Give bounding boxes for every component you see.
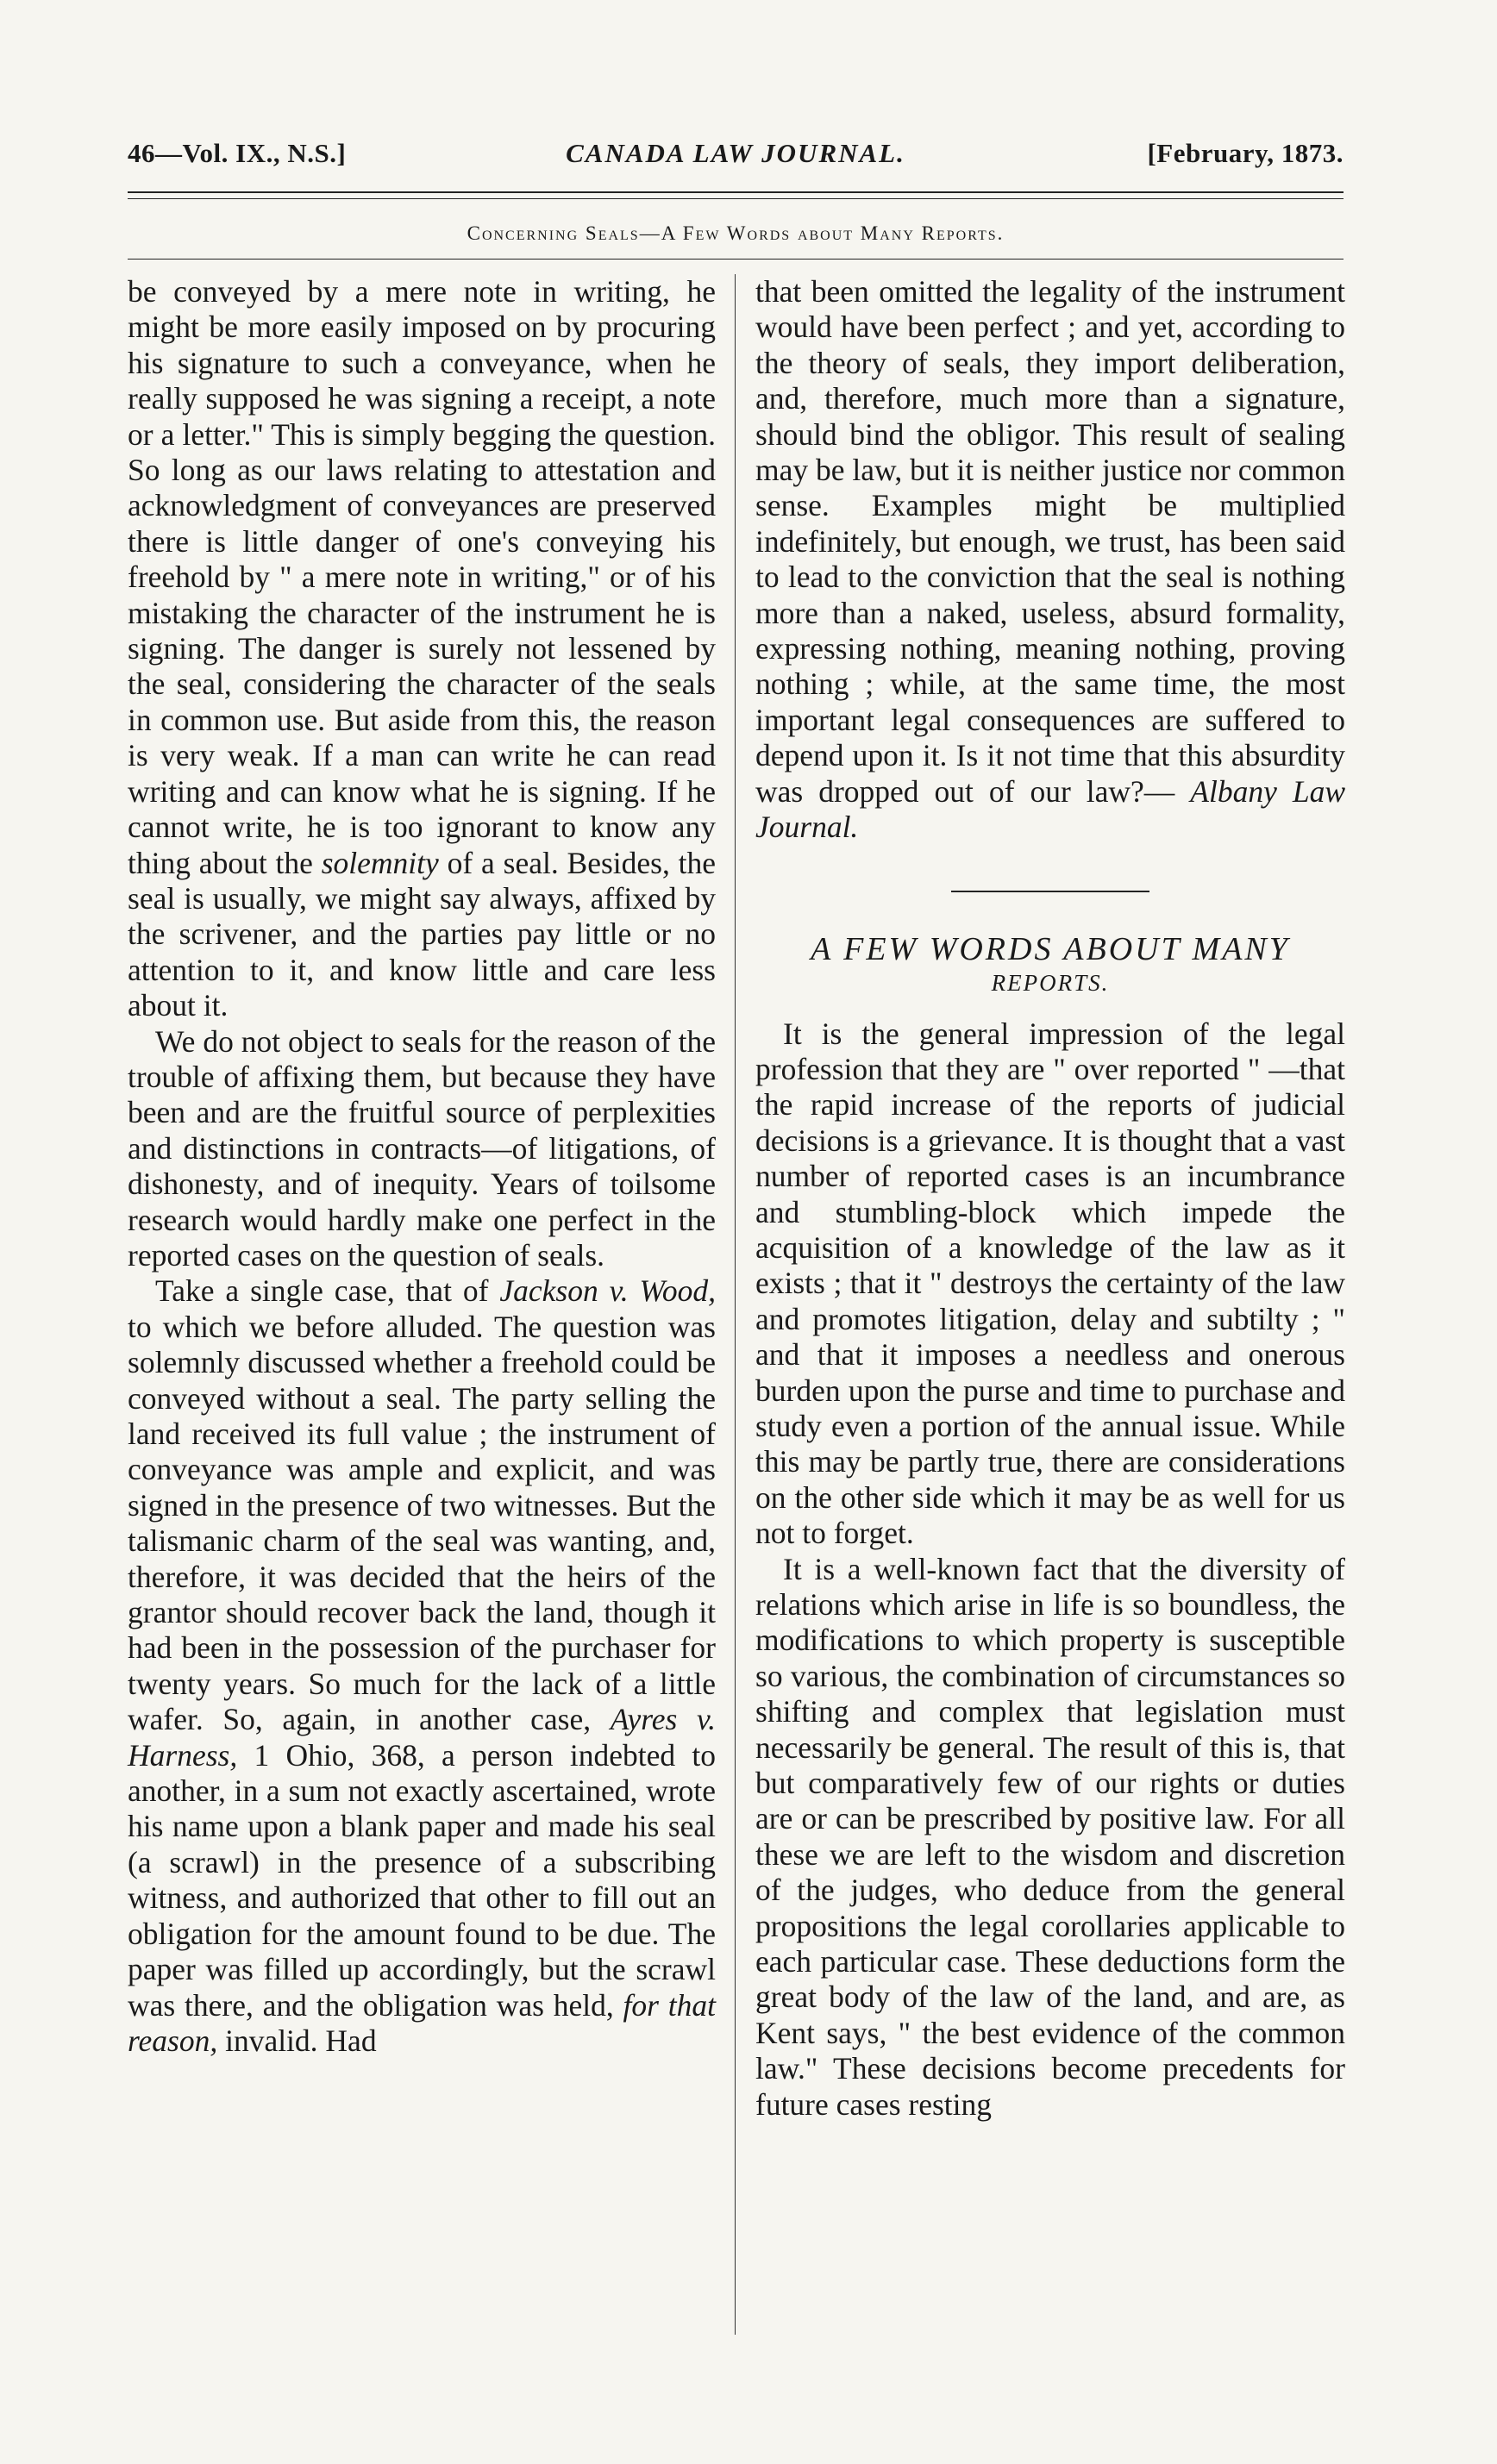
article-title: A FEW WORDS ABOUT MANY [811, 930, 1290, 967]
subheader-rule [128, 259, 1344, 260]
header-rule-thick [128, 191, 1344, 193]
right-column [755, 274, 1345, 2123]
left-column [128, 274, 716, 2059]
paragraph: It is the general impression of the legal profession that they are " over reported " —that the rapid increase of the reports of judicial decisions is a grievance. It is thought that a vast number of reported cases is an incumbrance and stumbling-block which impede the acquisition of a knowledge of the law as it exists ; that it " destroys the certainty of the law and promotes litigation, delay and subtilty ; " and that it imposes a needless and onerous burden upon the purse and time to purchase and study even a portion of the annual issue. While this may be partly true, there are considerations on the other side which it may be as well for us not to forget. [755, 1016, 1345, 1551]
paragraph: that been omitted the legality of the instrument would have been perfect ; and yet, according to the theory of seals, they import deliberation, and, therefore, much more than a signature, should bind the obligor. This result of sealing may be law, but it is neither justice nor common sense. Examples might be multiplied indefinitely, but enough, we trust, has been said to lead to the conviction that the seal is nothing more than a naked, useless, absurd formality, expressing nothing, meaning nothing, proving nothing ; while, at the same time, the most important legal consequences are suffered to depend upon it. Is it not time that this absurdity was dropped out of our law?— Albany Law Journal. [755, 274, 1346, 845]
journal-title: CANADA LAW JOURNAL. [566, 138, 905, 168]
section-subheader: Concerning Seals—A Few Words about Many Reports. [467, 222, 1005, 244]
header-rule-thin [128, 198, 1344, 199]
source-citation: Albany Law Journal. [755, 773, 1346, 845]
running-header [128, 138, 1344, 179]
paragraph: Take a single case, that of Jackson v. Wood, to which we before alluded. The question was solemnly discussed whether a freehold could be conveyed without a seal. The party selling the land received its full value ; the instrument of conveyance was ample and explicit, and was signed in the presence of two witnesses. But the talismanic charm of the seal was wanting, and, therefore, it was decided that the heirs of the grantor should recover back the land, though it had been in the possession of the purchaser for twenty years. So much for the lack of a little wafer. So, again, in another case, Ayres v. Harness, 1 Ohio, 368, a person indebted to another, in a sum not exactly ascertained, wrote his name upon a blank paper and made his seal (a scrawl) in the presence of a subscribing witness, and authorized that other to fill out an obligation for the amount found to be due. The paper was filled up accordingly, but the scrawl was there, and the obligation was held, for that reason, invalid. Had [128, 1273, 717, 2058]
volume-label: 46—Vol. IX., N.S.] [128, 138, 347, 168]
issue-date: [February, 1873. [1147, 138, 1344, 168]
column-divider [735, 274, 736, 2335]
article-subtitle: REPORTS. [991, 969, 1110, 996]
article-separator [951, 891, 1149, 892]
paragraph: be conveyed by a mere note in writing, he might be more easily imposed on by procuring his signature to such a conveyance, when he really supposed he was signing a receipt, a note or a letter." This is simply begging the question. So long as our laws relating to attestation and acknowledgment of conveyances are preserved there is little danger of one's conveying his freehold by " a mere note in writing," or of his mistaking the character of the instrument he is signing. The danger is surely not lessened by the seal, considering the character of the seals in common use. But aside from this, the reason is very weak. If a man can write he can read writing and can know what he is signing. If he cannot write, he is too ignorant to know any thing about the solemnity of a seal. Besides, the seal is usually, we might say always, affixed by the scrivener, and the parties pay little or no attention to it, and know little and care less about it. [128, 274, 717, 1023]
paragraph: We do not object to seals for the reason of the trouble of affixing them, but because they have been and are the fruitful source of perplexities and distinctions in contracts—of litigations, of dishonesty, and of inequity. Years of toilsome research would hardly make one perfect in the reported cases on the question of seals. [128, 1023, 716, 1273]
case-citation: Jackson v. Wood, [499, 1273, 717, 1309]
paragraph: It is a well-known fact that the diversity of relations which arise in life is so boundless, the modifications to which property is susceptible so various, the combination of circumstances so shifting and complex that legislation must necessarily be general. The result of this is, that but comparatively few of our rights or duties are or can be prescribed by positive law. For all these we are left to the wisdom and discretion of the judges, who deduce from the general propositions the legal corollaries applicable to each particular case. These deductions form the great body of the law of the land, and are, as Kent says, " the best evidence of the common law." These decisions become precedents for future cases resting [755, 1551, 1345, 2122]
case-citation: Ayres v. Harness, [128, 1702, 716, 1773]
